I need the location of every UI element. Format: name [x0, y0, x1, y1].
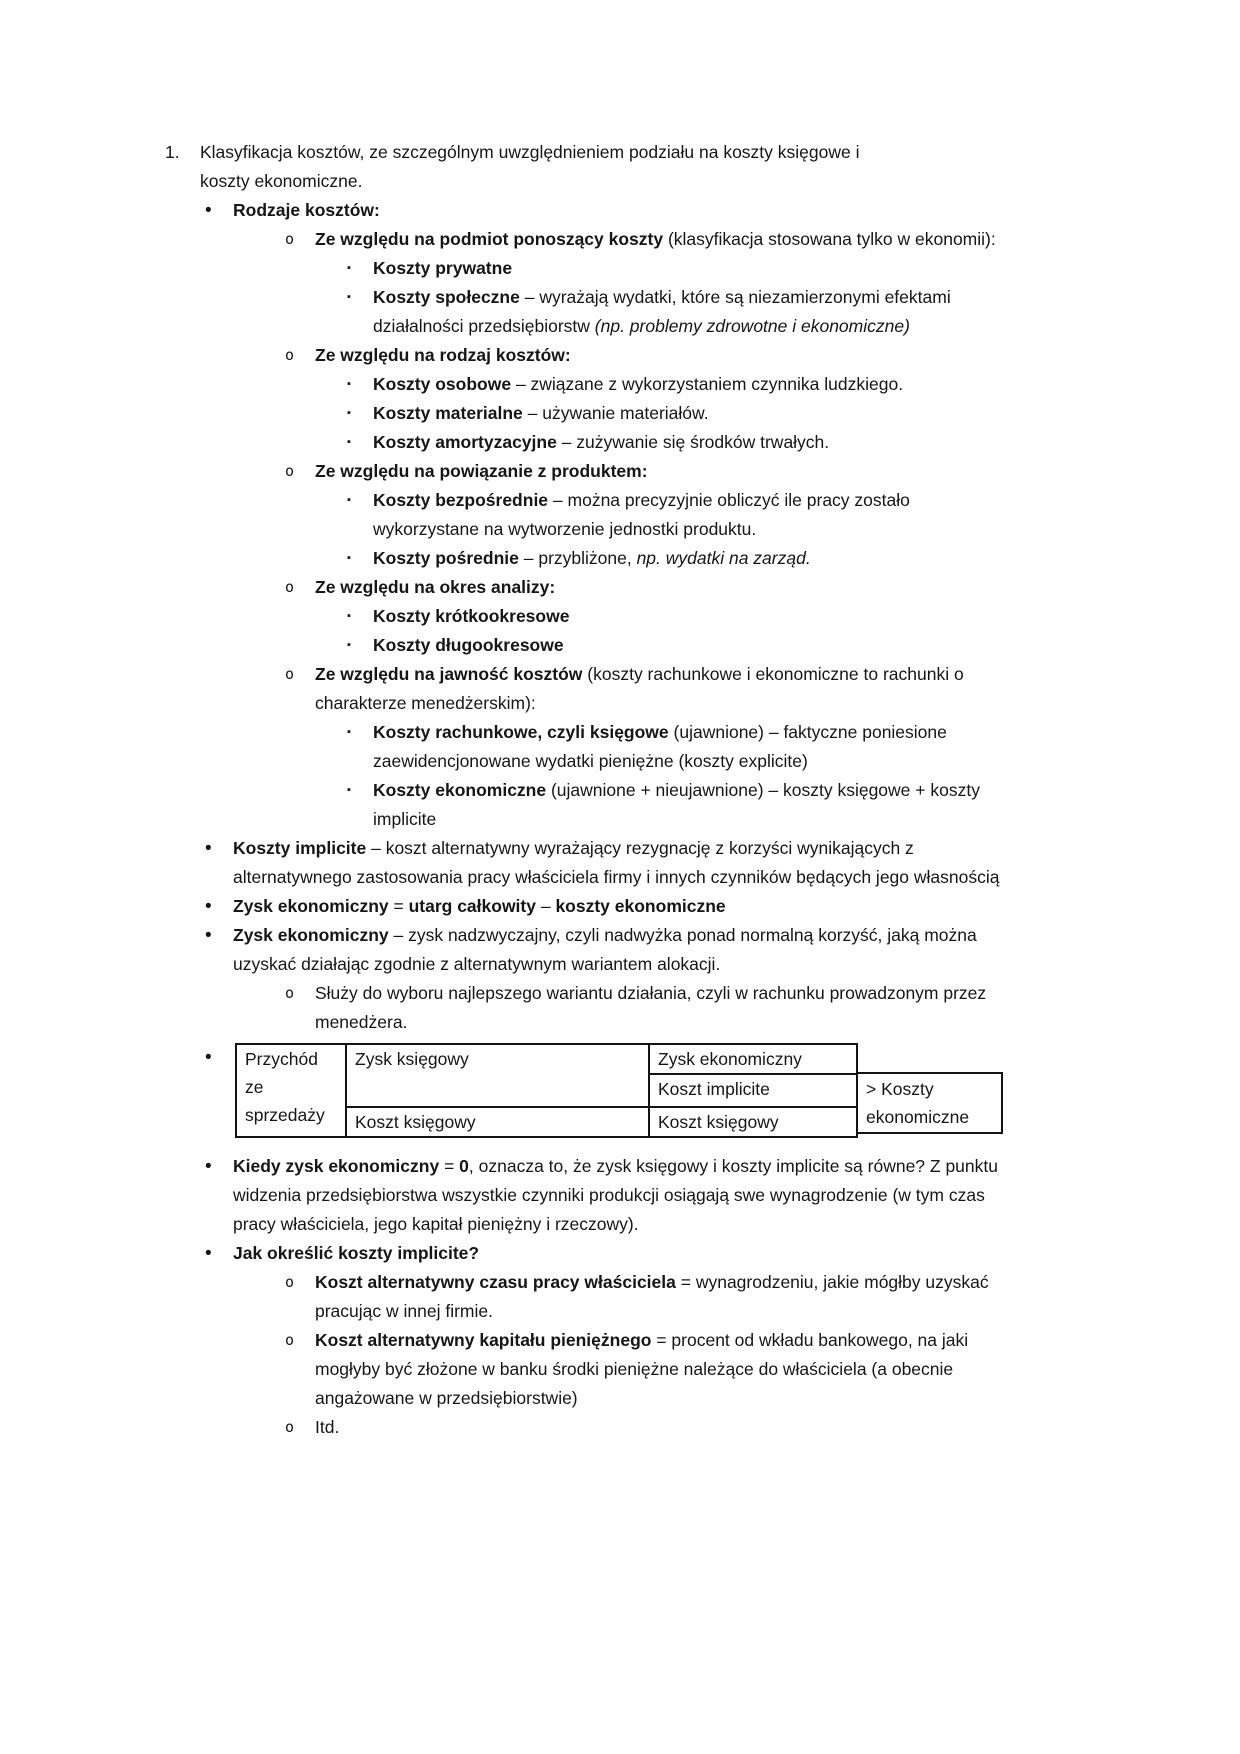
text-run-bold: 0 [459, 1156, 469, 1176]
item-text [373, 602, 1010, 631]
cell-book-cost-under-profit: Koszt księgowy [346, 1107, 649, 1137]
text-run-bold: Kiedy zysk ekonomiczny [233, 1156, 440, 1176]
text-run-regular: – używanie materiałów. [522, 403, 709, 423]
bullet-marker: o [285, 346, 295, 364]
bullet-marker: • [205, 896, 212, 917]
list-item-level3 [347, 428, 1010, 457]
list-item-level3 [347, 718, 1010, 776]
bullet-marker: • [205, 1243, 212, 1264]
item-number: 1. [165, 142, 180, 162]
item-text [315, 1268, 1020, 1326]
text-run-bold: Ze względu na okres analizy: [315, 577, 556, 597]
text-run-bold: Koszty bezpośrednie [373, 490, 549, 510]
text-run-bold: Ze względu na rodzaj kosztów: [315, 345, 571, 365]
profit-cost-table [235, 1043, 858, 1138]
list-item-level3 [347, 631, 1010, 660]
bullet-marker: • [205, 200, 212, 221]
text-run-regular: (klasyfikacja stosowana tylko w ekonomii): [663, 229, 996, 249]
bullet-marker: o [285, 984, 295, 1002]
list-item-level1 [205, 196, 1010, 225]
text-run-bold: Jak określić koszty implicite? [233, 1243, 480, 1263]
text-run-bold: Koszty materialne [373, 403, 523, 423]
text-run-italic: np. wydatki na zarząd. [636, 548, 811, 568]
text-run-regular: (ujawnione + nieujawnione) – koszty księgowe + koszty implicite [373, 780, 980, 829]
item-text [373, 283, 1010, 341]
bullet-marker: ▪ [347, 494, 351, 506]
text-run-regular: = wynagrodzeniu, jakie mógłby uzyskać pracując w innej firmie. [315, 1272, 989, 1321]
text-run-bold: Koszty długookresowe [373, 635, 564, 655]
item-text [233, 1239, 1010, 1268]
bullet-marker: o [285, 665, 295, 683]
list-item-level3 [347, 370, 1010, 399]
text-run-bold: Koszt alternatywny czasu pracy właściciela [315, 1272, 676, 1292]
list-item-level2 [285, 1268, 1020, 1326]
bullet-marker: o [285, 1273, 295, 1291]
text-run-regular: – przybliżone, [518, 548, 637, 568]
item-text [315, 341, 1020, 370]
list-item-level2 [285, 225, 1020, 254]
item-text [315, 1413, 1020, 1442]
text-run-bold: utarg całkowity [408, 896, 536, 916]
bullet-marker: o [285, 1418, 295, 1436]
text-run-regular: – zużywanie się środków trwałych. [556, 432, 830, 452]
text-run-bold: Koszty pośrednie [373, 548, 519, 568]
text-run-bold: Ze względu na powiązanie z produktem: [315, 461, 648, 481]
text-run-regular: – [535, 896, 556, 916]
bullet-marker: o [285, 578, 295, 596]
item-text [200, 138, 910, 196]
bullet-marker: • [205, 838, 212, 859]
text-run-bold: Koszty ekonomiczne [373, 780, 547, 800]
list-item-level3 [347, 254, 1010, 283]
text-run-regular: Klasyfikacja kosztów, ze szczególnym uwzględnieniem podziału na koszty księgowe i koszty ekonomiczne. [200, 142, 860, 191]
text-run-regular: – można precyzyjnie obliczyć ile pracy zostało wykorzystane na wytworzenie jednostki produktu. [373, 490, 910, 539]
list-item-level2 [285, 979, 1020, 1037]
item-text [233, 921, 1010, 979]
item-text [315, 979, 1020, 1037]
bullet-marker: • [205, 925, 212, 946]
list-item-level3 [347, 544, 1010, 573]
item-text [233, 892, 1010, 921]
list-item-level3 [347, 776, 1010, 834]
item-text [315, 573, 1020, 602]
cell-book-cost-under-econ: Koszt księgowy [649, 1107, 857, 1137]
list-item-level1 [205, 892, 1010, 921]
text-run-bold: Koszty prywatne [373, 258, 513, 278]
text-run-regular: – koszt alternatywny wyrażający rezygnację z korzyści wynikających z alternatywnego zastosowania pracy właściciela firmy i innych czynników będących jego własnością [233, 838, 1000, 887]
text-run-regular: – wyrażają wydatki, które są niezamierzonymi efektami działalności przedsiębiorstw [373, 287, 951, 336]
text-run-regular: (koszty rachunkowe i ekonomiczne to rachunki o charakterze menedżerskim): [315, 664, 964, 713]
bullet-marker: ▪ [347, 639, 351, 651]
text-run-regular: (ujawnione) – faktyczne poniesione zaewidencjonowane wydatki pieniężne (koszty explicite) [373, 722, 947, 771]
text-run-bold: Koszty amortyzacyjne [373, 432, 557, 452]
list-item-level3 [347, 399, 1010, 428]
text-run-bold: koszty ekonomiczne [555, 896, 726, 916]
profit-cost-diagram [235, 1043, 1003, 1138]
bullet-marker: ▪ [347, 784, 351, 796]
item-text [373, 776, 1010, 834]
text-run-bold: Koszty implicite [233, 838, 367, 858]
cell-book-profit: Zysk księgowy [346, 1044, 649, 1107]
text-run-bold: Zysk ekonomiczny [233, 896, 389, 916]
text-run-bold: Ze względu na podmiot ponoszący koszty [315, 229, 664, 249]
text-run-bold: Koszty osobowe [373, 374, 512, 394]
notes-list-upper [0, 138, 1240, 1037]
cell-implicit-cost: Koszt implicite [649, 1074, 857, 1107]
list-item-level1 [205, 834, 1010, 892]
text-run-regular: = [439, 1156, 460, 1176]
text-run-regular: – związane z wykorzystaniem czynnika ludzkiego. [511, 374, 904, 394]
text-run-regular: = procent od wkładu bankowego, na jaki mogłyby być złożone w banku środki pieniężne należące do właściciela (a obecnie angażowane w przedsiębiorstwie) [315, 1330, 969, 1408]
text-run-italic: (np. problemy zdrowotne i ekonomiczne) [594, 316, 910, 336]
list-item-level3 [347, 602, 1010, 631]
bullet-marker: ▪ [347, 610, 351, 622]
bullet-marker: • [205, 1156, 212, 1177]
item-text [373, 370, 1010, 399]
list-item-level1 [205, 1152, 1010, 1239]
text-run-bold: Ze względu na jawność kosztów [315, 664, 583, 684]
text-run-regular: Służy do wyboru najlepszego wariantu działania, czyli w rachunku prowadzonym przez menedżera. [315, 983, 987, 1032]
cell-econ-profit: Zysk ekonomiczny [649, 1044, 857, 1074]
item-text [315, 225, 1020, 254]
item-text [373, 718, 1010, 776]
item-text [233, 834, 1010, 892]
notes-list-lower [0, 1152, 1240, 1442]
bullet-marker: o [285, 1331, 295, 1349]
item-text [373, 399, 1010, 428]
text-run-bold: Koszty krótkookresowe [373, 606, 570, 626]
list-item-level3 [347, 283, 1010, 341]
bullet-marker: ▪ [347, 407, 351, 419]
text-run-bold: Rodzaje kosztów: [233, 200, 380, 220]
econ-costs-brace-label: > Koszty ekonomiczne [856, 1072, 1003, 1134]
list-item-level2 [285, 573, 1020, 602]
text-run-bold: Koszty społeczne [373, 287, 520, 307]
bullet-marker: ▪ [347, 552, 351, 564]
text-run-bold: Koszt alternatywny kapitału pieniężnego [315, 1330, 652, 1350]
list-item-level1 [205, 1239, 1010, 1268]
list-item-level2 [285, 1413, 1020, 1442]
list-item-level3 [347, 486, 1010, 544]
bullet-marker: ▪ [347, 378, 351, 390]
profit-cost-table-item [205, 1043, 1240, 1138]
bullet-marker: o [285, 462, 295, 480]
list-item-level2 [285, 660, 1020, 718]
list-item-level1 [205, 921, 1010, 979]
item-text [373, 428, 1010, 457]
bullet-marker: ▪ [347, 291, 351, 303]
list-item-level2 [285, 457, 1020, 486]
text-run-regular: = [388, 896, 409, 916]
bullet-marker: o [285, 230, 295, 248]
text-run-bold: Koszty rachunkowe, czyli księgowe [373, 722, 669, 742]
item-text [373, 631, 1010, 660]
item-text [233, 1152, 1010, 1239]
bullet-marker: ▪ [347, 726, 351, 738]
bullet-marker: • [205, 1047, 212, 1068]
text-run-bold: Zysk ekonomiczny [233, 925, 389, 945]
text-run-regular: Itd. [315, 1417, 340, 1437]
list-item-level2 [285, 1326, 1020, 1413]
bullet-marker: ▪ [347, 436, 351, 448]
numbered-item [165, 138, 910, 196]
item-text [315, 457, 1020, 486]
item-text [315, 660, 1020, 718]
item-text [315, 1326, 1020, 1413]
list-item-level2 [285, 341, 1020, 370]
item-text [233, 196, 1010, 225]
bullet-marker: ▪ [347, 262, 351, 274]
item-text [373, 254, 1010, 283]
text-run-regular: , oznacza to, że zysk księgowy i koszty implicite są równe? Z punktu widzenia przedsiębiorstwa wszystkie czynniki produkcji osiągają swe wynagrodzenie (w tym czas pracy właściciela, jego kapitał pieniężny i rzeczowy). [233, 1156, 998, 1234]
item-text [373, 544, 1010, 573]
cell-revenue: Przychód ze sprzedaży [236, 1044, 346, 1137]
item-text [373, 486, 1010, 544]
text-run-regular: – zysk nadzwyczajny, czyli nadwyżka ponad normalną korzyść, jaką można uzyskać działając zgodnie z alternatywnym wariantem alokacji. [233, 925, 977, 974]
